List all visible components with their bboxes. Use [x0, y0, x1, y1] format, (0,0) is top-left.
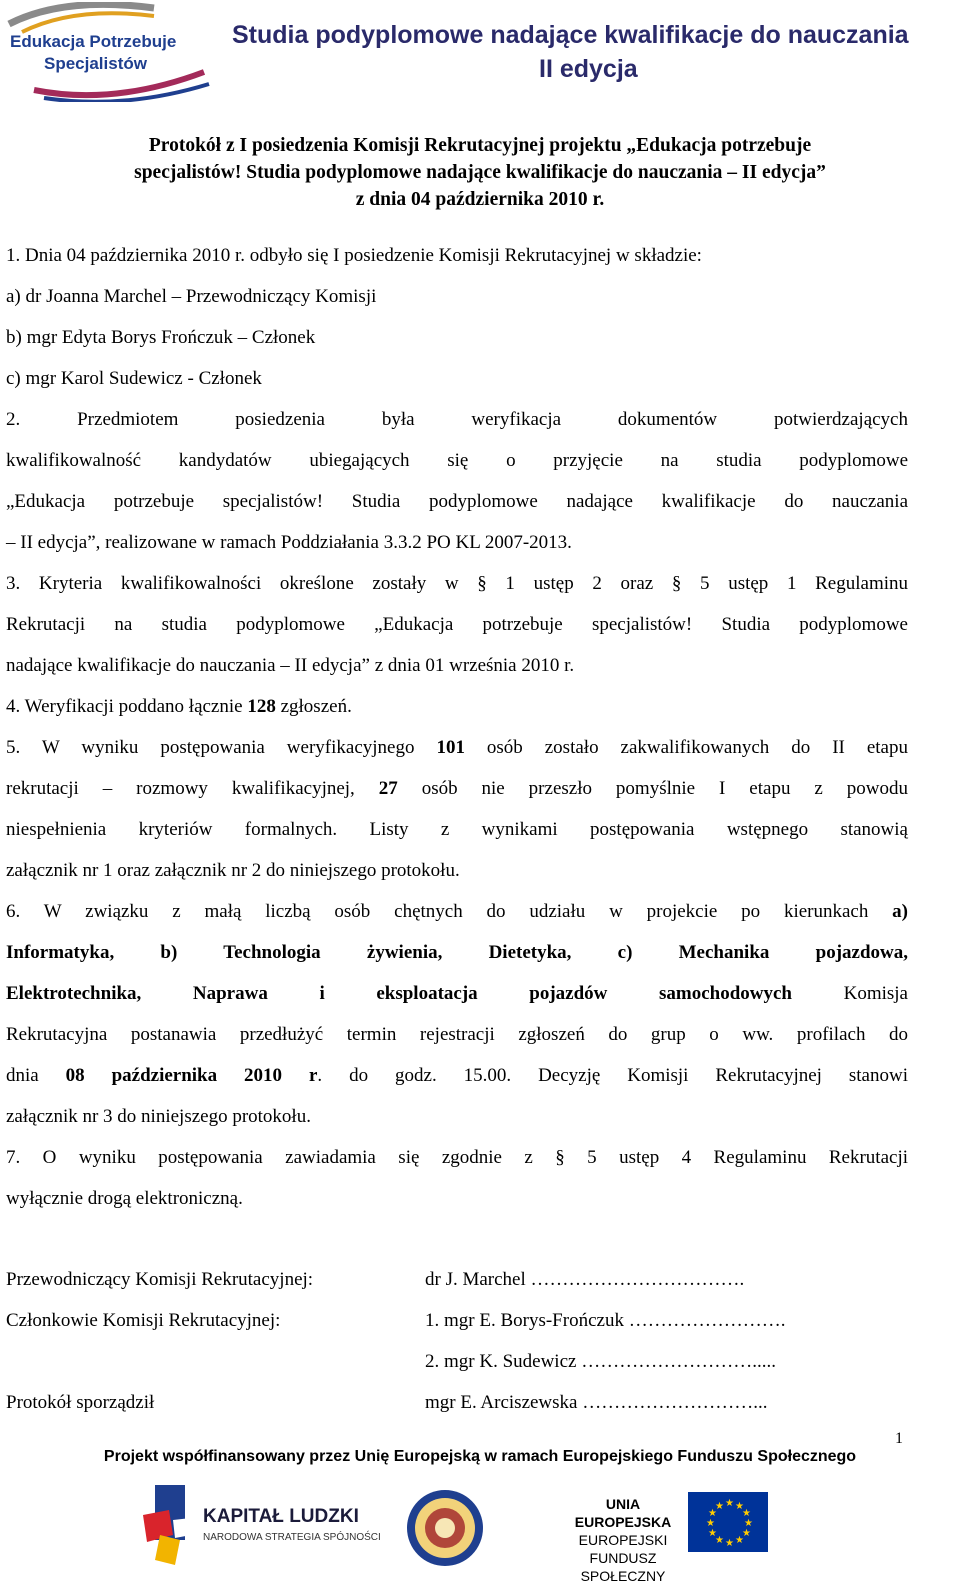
point-4-pre: 4. Weryfikacji poddano łącznie	[6, 696, 248, 717]
seal-emblem-icon	[405, 1488, 485, 1568]
point-5-qualified-count: 101	[436, 737, 465, 758]
project-logo	[4, 2, 214, 102]
members-label: Członkowie Komisji Rekrutacyjnej:	[6, 1310, 281, 1331]
logo-text-line2: Specjalistów	[44, 54, 147, 73]
member1-signature: 1. mgr E. Borys-Frończuk …………………….	[425, 1310, 786, 1331]
point-6-line1-bold: a)	[892, 901, 908, 922]
point-2-line4: – II edycja”, realizowane w ramach Poddziałania 3.3.2 PO KL 2007-2013.	[6, 532, 572, 553]
author-signature: mgr E. Arciszewska ………………………...	[425, 1392, 768, 1413]
eu-line2: EUROPEJSKI	[578, 1532, 668, 1548]
kl-subtitle: NARODOWA STRATEGIA SPÓJNOŚCI	[203, 1532, 381, 1543]
svg-text:★: ★	[708, 1528, 717, 1539]
point-5-line4: załącznik nr 1 oraz załącznik nr 2 do niniejszego protokołu.	[6, 860, 460, 881]
point-7-line1: 7. O wyniku postępowania zawiadamia się zgodnie z § 5 ustęp 4 Regulaminu Rekrutacji	[6, 1147, 908, 1168]
svg-text:★: ★	[725, 1538, 734, 1549]
kl-title: KAPITAŁ LUDZKI	[203, 1506, 359, 1527]
page-number: 1	[895, 1430, 903, 1447]
eu-line1: UNIA EUROPEJSKA	[574, 1496, 672, 1530]
member-c: c) mgr Karol Sudewicz - Członek	[6, 368, 262, 389]
svg-text:★: ★	[725, 1498, 734, 1509]
point-5-line1-pre: 5. W wyniku postępowania weryfikacyjnego	[6, 737, 437, 758]
point-3-line2: Rekrutacji na studia podyplomowe „Edukacja potrzebuje specjalistów! Studia podyplomowe	[6, 614, 908, 635]
point-5-line1	[6, 736, 908, 760]
logo-text-line1: Edukacja Potrzebuje	[10, 32, 177, 51]
eu-line3: FUNDUSZ SPOŁECZNY	[580, 1550, 666, 1584]
chair-label: Przewodniczący Komisji Rekrutacyjnej:	[6, 1269, 314, 1290]
chair-signature: dr J. Marchel …………………………….	[425, 1269, 745, 1290]
point-6-line1	[6, 900, 908, 924]
point-6-line3-bold: Elektrotechnika, Naprawa i eksploatacja pojazdów samochodowych	[6, 983, 792, 1004]
protocol-title-line3: z dnia 04 października 2010 r.	[355, 189, 605, 210]
point-5-rejected-count: 27	[378, 778, 398, 799]
point-4	[6, 695, 908, 719]
point-6-line5	[6, 1064, 908, 1088]
kl-star-icon	[135, 1480, 195, 1570]
point-4-post: zgłoszeń.	[275, 696, 352, 717]
svg-text:★: ★	[742, 1508, 751, 1519]
header-title	[232, 18, 957, 86]
point-1: 1. Dnia 04 października 2010 r. odbyło się I posiedzenie Komisji Rekrutacyjnej w składzie:	[6, 245, 702, 266]
point-6-line3	[6, 982, 908, 1006]
eu-flag-icon	[688, 1492, 768, 1552]
point-5-line3: niespełnienia kryteriów formalnych. Listy z wynikami postępowania wstępnego stanowią	[6, 819, 908, 840]
point-6-line6: załącznik nr 3 do niniejszego protokołu.	[6, 1106, 311, 1127]
svg-text:★: ★	[715, 1501, 724, 1512]
point-5-line2-post: osób nie przeszło pomyślnie I etapu z powodu	[397, 778, 908, 799]
member-a: a) dr Joanna Marchel – Przewodniczący Komisji	[6, 286, 377, 307]
svg-text:★: ★	[715, 1535, 724, 1546]
member2-signature: 2. mgr K. Sudewicz ……………………….....	[425, 1351, 776, 1372]
header-title-line1: Studia podyplomowe nadające kwalifikacje do nauczania	[232, 21, 909, 49]
point-5-line1-post: osób zostało zakwalifikowanych do II etapu	[464, 737, 908, 758]
point-2-line3: „Edukacja potrzebuje specjalistów! Studia podyplomowe nadające kwalifikacje do nauczania	[6, 491, 908, 512]
svg-text:★: ★	[735, 1535, 744, 1546]
point-6-line4: Rekrutacyjna postanawia przedłużyć termin rejestracji zgłoszeń do grup o ww. profilach do	[6, 1024, 908, 1045]
point-4-count: 128	[247, 696, 276, 717]
header-title-line2: II edycja	[539, 55, 638, 83]
point-6-line5-post: . do godz. 15.00. Decyzję Komisji Rekrutacyjnej stanowi	[317, 1065, 908, 1086]
point-6-line1-pre: 6. W związku z małą liczbą osób chętnych do udziału w projekcie po kierunkach	[6, 901, 893, 922]
svg-text:★: ★	[744, 1518, 753, 1529]
point-3-line1: 3. Kryteria kwalifikowalności określone zostały w § 1 ustęp 2 oraz § 5 ustęp 1 Regulaminu	[6, 573, 908, 594]
author-label: Protokół sporządził	[6, 1392, 155, 1413]
point-6-deadline: 08 października 2010 r	[65, 1065, 318, 1086]
kapital-ludzki-logo	[135, 1480, 385, 1570]
point-7-line2: wyłącznie drogą elektroniczną.	[6, 1188, 243, 1209]
svg-text:★: ★	[706, 1518, 715, 1529]
protocol-title-line1: Protokół z I posiedzenia Komisji Rekrutacyjnej projektu „Edukacja potrzebuje	[148, 135, 812, 156]
svg-text:★: ★	[708, 1508, 717, 1519]
svg-text:★: ★	[742, 1528, 751, 1539]
protocol-title-line2: specjalistów! Studia podyplomowe nadające kwalifikacje do nauczania – II edycja”	[134, 162, 826, 183]
point-5-line2	[6, 777, 908, 801]
point-5-line2-pre: rekrutacji – rozmowy kwalifikacyjnej,	[6, 778, 379, 799]
point-2-line1: 2. Przedmiotem posiedzenia była weryfikacja dokumentów potwierdzających	[6, 409, 908, 430]
point-6-line3-post: Komisja	[792, 983, 908, 1004]
point-6-line5-pre: dnia	[6, 1065, 66, 1086]
point-6-line2: Informatyka, b) Technologia żywienia, Dietetyka, c) Mechanika pojazdowa,	[6, 942, 908, 963]
point-2-line2: kwalifikowalność kandydatów ubiegających się o przyjęcie na studia podyplomowe	[6, 450, 908, 471]
logo-arcs-graphic	[4, 2, 214, 102]
cofinancing-note: Projekt współfinansowany przez Unię Europejską w ramach Europejskiego Funduszu Społecznego	[103, 1448, 857, 1465]
point-3-line3: nadające kwalifikacje do nauczania – II edycja” z dnia 01 września 2010 r.	[6, 655, 575, 676]
svg-text:★: ★	[735, 1501, 744, 1512]
member-b: b) mgr Edyta Borys Frończuk – Członek	[6, 327, 316, 348]
university-seal	[405, 1488, 485, 1568]
